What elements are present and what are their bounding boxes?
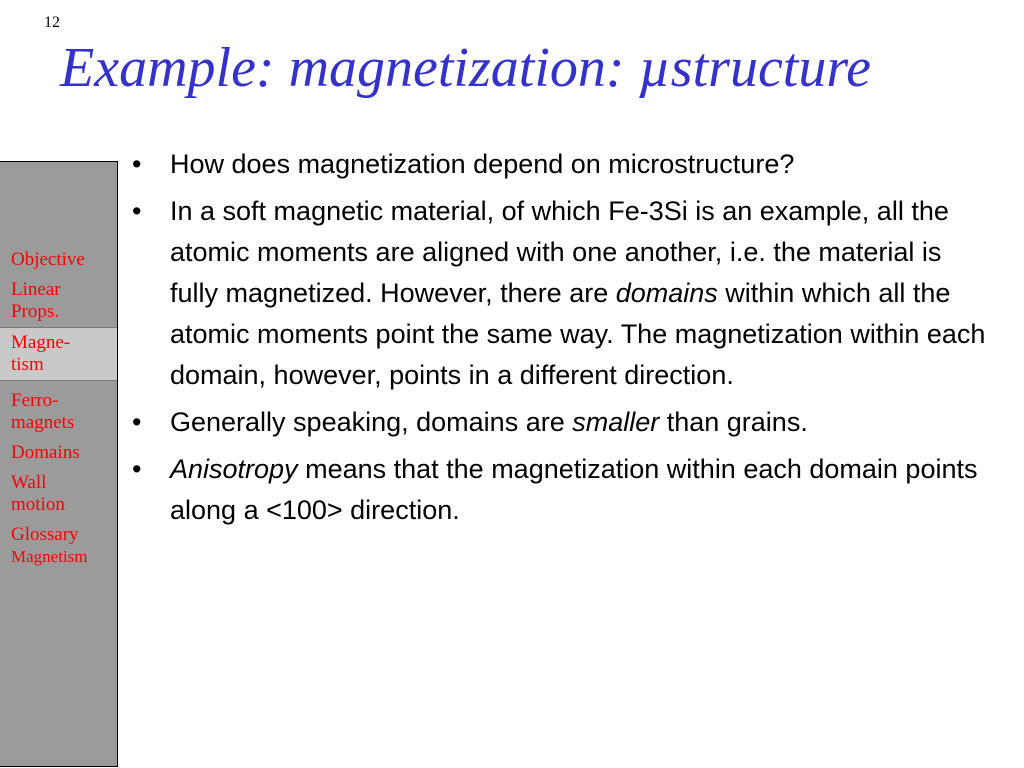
bullet-text: Generally speaking, domains are xyxy=(170,407,573,437)
nav-item-label-2: magnets xyxy=(11,412,75,433)
bullet-text: How does magnetization depend on microstructure? xyxy=(170,149,795,179)
nav-item-objective[interactable] xyxy=(0,249,117,279)
nav-item-label: Wall xyxy=(11,472,47,493)
bullet-text-after: means that the magnetization within each domain points along a <100> direction. xyxy=(170,454,978,525)
nav-item-label: Objective xyxy=(11,249,85,270)
bullet-item xyxy=(128,191,988,396)
bullet-text-after: within which all the atomic moments point the same way. The magnetization within each domain, however, points in a different direction. xyxy=(170,278,986,390)
bullet-text: In a soft magnetic material, of which Fe-3Si is an example, all the atomic moments are aligned with one another, i.e. the material is fully magnetized. However, there are xyxy=(170,196,949,308)
nav-item-domains[interactable] xyxy=(0,442,117,472)
slide-title: Example: magnetization: µstructure xyxy=(60,37,871,99)
bullet-item xyxy=(128,144,988,185)
nav-item-label-2: Props. xyxy=(11,301,60,322)
nav-item-label: Magne- xyxy=(11,332,71,353)
nav-item-label-2: Magnetism xyxy=(11,547,88,566)
nav-item-ferromagnets[interactable] xyxy=(0,390,117,442)
bullet-item xyxy=(128,402,988,443)
nav-item-label: Domains xyxy=(11,442,80,463)
bullet-text-after: than grains. xyxy=(659,407,808,437)
slide-number: 12 xyxy=(44,14,60,31)
bullet-emphasis: smaller xyxy=(572,407,660,437)
bullet-list xyxy=(128,144,988,537)
bullet-item xyxy=(128,449,988,531)
bullet-emphasis: domains xyxy=(615,278,718,308)
nav-item-magnetism[interactable] xyxy=(0,327,117,381)
nav-item-label-2: tism xyxy=(11,354,44,375)
bullet-emphasis: Anisotropy xyxy=(170,454,298,484)
nav-list xyxy=(0,249,117,576)
nav-item-wall-motion[interactable] xyxy=(0,472,117,524)
nav-item-glossary-magnetism[interactable] xyxy=(0,524,117,576)
nav-item-label: Linear xyxy=(11,279,61,300)
nav-item-linear-props[interactable] xyxy=(0,279,117,331)
nav-item-label-2: motion xyxy=(11,494,65,515)
nav-item-label: Glossary xyxy=(11,524,79,545)
navigation-sidebar xyxy=(0,161,118,767)
nav-item-label: Ferro- xyxy=(11,390,59,411)
